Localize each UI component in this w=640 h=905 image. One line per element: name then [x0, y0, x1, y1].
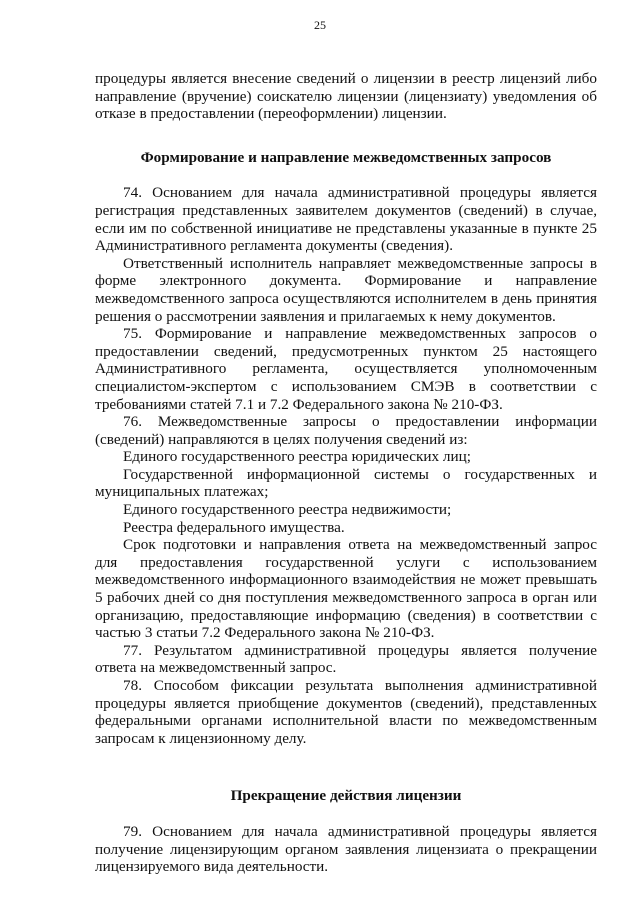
list-item: Реестра федерального имущества. — [123, 518, 345, 536]
page-number: 25 — [314, 18, 326, 32]
list-item: Государственной информационной системы о государственных и муниципальных платежах; — [95, 465, 597, 501]
section-heading-interagency-requests: Формирование и направление межведомственных запросов — [140, 148, 552, 166]
list-item: Единого государственного реестра недвижимости; — [123, 501, 452, 519]
intro-paragraph: процедуры является внесение сведений о лицензии в реестр лицензий либо направление (вручение) соискателю лицензии (лицензиату) уведомления об отказе в предоставлении (переоформлении) лицензии. — [95, 70, 597, 123]
paragraph-77: 77. Результатом административной процедуры является получение ответа на межведомственный запрос. — [95, 641, 597, 677]
paragraph-76: 76. Межведомственные запросы о предоставлении информации (сведений) направляются в целях получения сведений из: — [95, 413, 597, 448]
paragraph-78: 78. Способом фиксации результата выполнения административной процедуры является приобщение документов (сведений), представленных федеральными органами исполнительной власти по межведомственным запросам к лицензионному делу. — [95, 677, 597, 747]
paragraph-74: 74. Основанием для начала административной процедуры является регистрация представленных заявителем документов (сведений) в случае, если им по собственной инициативе не представлены указанные в пункте 25 Административного регламента документы (сведения). — [95, 184, 597, 255]
paragraph-79: 79. Основанием для начала административной процедуры является получение лицензирующим органом заявления лицензиата о прекращении лицензируемого вида деятельности. — [95, 822, 597, 876]
section-heading-license-termination: Прекращение действия лицензии — [230, 787, 462, 805]
list-item: Единого государственного реестра юридических лиц; — [123, 448, 471, 466]
paragraph-74-continued: Ответственный исполнитель направляет межведомственные запросы в форме электронного документа. Формирование и направление межведомственного запроса осуществляются исполнителем в день принятия решения о рассмотрении заявления и прилагаемых к нему документов. — [95, 254, 597, 325]
paragraph-75: 75. Формирование и направление межведомственных запросов о предоставлении сведений, предусмотренных пунктом 25 настоящего Административного регламента, осуществляется уполномоченным специалистом-экспертом с использованием СМЭВ в соответствии с требованиями статей 7.1 и 7.2 Федерального закона № 210-ФЗ. — [95, 325, 597, 413]
document-body — [95, 70, 597, 876]
paragraph-76-continued: Срок подготовки и направления ответа на межведомственный запрос для предоставления государственной услуги с использованием межведомственного информационного взаимодействия не может превышать 5 рабочих дней со дня поступления межведомственного запроса в орган или организацию, предоставляющие информацию (сведения) в соответствии с частью 3 статьи 7.2 Федерального закона № 210-ФЗ. — [95, 536, 597, 642]
